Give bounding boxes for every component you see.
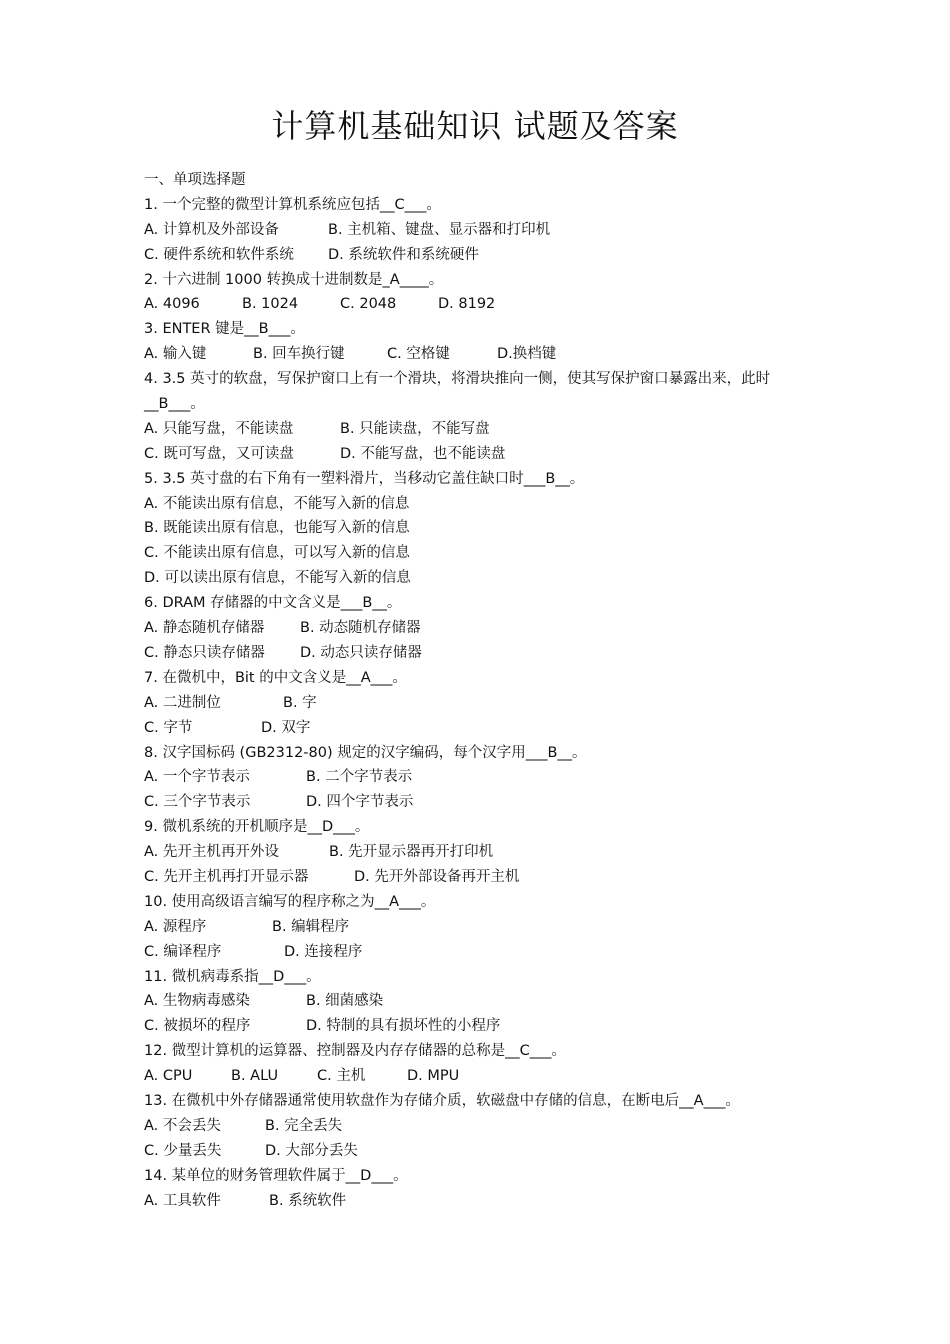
document-title: 计算机基础知识 试题及答案	[271, 107, 679, 145]
question-text: 5. 3.5 英寸盘的右下角有一塑料滑片，当移动它盖住缺口时___B__。	[144, 470, 585, 487]
answer-option: A. 不会丢失	[144, 1117, 221, 1134]
answer-option: B. ALU	[231, 1068, 279, 1085]
option-row	[144, 790, 816, 815]
answer-option: A. 生物病毒感染	[144, 993, 250, 1010]
option-row	[144, 865, 816, 890]
question-text: 8. 汉字国标码 (GB2312-80) 规定的汉字编码，每个汉字用___B__。	[144, 744, 587, 761]
option-row	[144, 492, 816, 517]
answer-option: A. 源程序	[144, 918, 207, 935]
answer-option: C. 编译程序	[144, 943, 222, 960]
answer-option: B. 既能读出原有信息，也能写入新的信息	[144, 520, 410, 537]
option-row	[144, 765, 816, 790]
option-row	[144, 417, 816, 442]
answer-option: C. 被损坏的程序	[144, 1018, 251, 1035]
answer-option: C. 静态只读存储器	[144, 644, 265, 661]
answer-option: D. 8192	[438, 296, 496, 313]
answer-option: D. 系统软件和系统硬件	[328, 246, 479, 263]
option-row	[144, 342, 816, 367]
answer-option: B. 只能读盘，不能写盘	[340, 420, 490, 437]
answer-option: B. 编辑程序	[272, 918, 350, 935]
question-text: 1. 一个完整的微型计算机系统应包括__C___。	[144, 196, 441, 213]
answer-option: A. 只能写盘，不能读盘	[144, 420, 294, 437]
question-text: 4. 3.5 英寸的软盘，写保护窗口上有一个滑块，将滑块推向一侧，使其写保护窗口暴露出来，此时__B___。	[144, 371, 771, 413]
answer-option: A. 不能读出原有信息，不能写入新的信息	[144, 495, 410, 512]
answer-option: D. 不能写盘，也不能读盘	[340, 445, 506, 462]
question-text: 12. 微型计算机的运算器、控制器及内存存储器的总称是__C___。	[144, 1043, 567, 1060]
option-row	[144, 516, 816, 541]
question-text: 13. 在微机中外存储器通常使用软盘作为存储介质，软磁盘中存储的信息，在断电后__A___。	[144, 1092, 740, 1109]
answer-option: C. 少量丢失	[144, 1142, 222, 1159]
section-heading: 一、单项选择题	[144, 172, 246, 188]
option-row	[144, 840, 816, 865]
option-row	[144, 915, 816, 940]
answer-option: B. 系统软件	[269, 1192, 347, 1209]
answer-option: D. 四个字节表示	[306, 794, 414, 811]
answer-option: A. 4096	[144, 296, 200, 313]
question-text: 6. DRAM 存储器的中文含义是___B__。	[144, 595, 402, 612]
answer-option: C. 既可写盘，又可读盘	[144, 445, 294, 462]
answer-option: D. 双字	[261, 719, 311, 736]
answer-option: C. 主机	[317, 1068, 366, 1085]
answer-option: A. 一个字节表示	[144, 769, 250, 786]
answer-option: D. 特制的具有损坏性的小程序	[306, 1018, 501, 1035]
option-row	[144, 442, 816, 467]
question-text: 3. ENTER 键是__B___。	[144, 321, 305, 338]
answer-option: D.换档键	[497, 346, 557, 363]
question-text: 14. 某单位的财务管理软件属于__D___。	[144, 1167, 408, 1184]
answer-option: A. 计算机及外部设备	[144, 221, 279, 238]
answer-option: B. 细菌感染	[306, 993, 384, 1010]
option-row	[144, 243, 816, 268]
answer-option: D. 动态只读存储器	[300, 644, 422, 661]
answer-option: A. 二进制位	[144, 694, 221, 711]
answer-option: C. 字节	[144, 719, 193, 736]
answer-option: A. 输入键	[144, 346, 207, 363]
option-row	[144, 940, 816, 965]
option-row	[144, 716, 816, 741]
question-text: 10. 使用高级语言编写的程序称之为__A___。	[144, 893, 436, 910]
question-text: 9. 微机系统的开机顺序是__D___。	[144, 819, 370, 836]
answer-option: B. 动态随机存储器	[300, 620, 421, 637]
option-row	[144, 566, 816, 591]
option-row	[144, 218, 816, 243]
option-row	[144, 1014, 816, 1039]
answer-option: B. 先开显示器再开打印机	[329, 844, 494, 861]
answer-option: C. 硬件系统和软件系统	[144, 246, 294, 263]
question-text: 2. 十六进制 1000 转换成十进制数是_A____。	[144, 271, 444, 288]
answer-option: D. 大部分丢失	[265, 1142, 358, 1159]
option-row	[144, 989, 816, 1014]
option-row	[144, 1189, 816, 1214]
option-row	[144, 292, 816, 317]
answer-option: C. 三个字节表示	[144, 794, 251, 811]
question-list	[144, 168, 816, 1213]
answer-option: B. 字	[283, 694, 317, 711]
answer-option: C. 2048	[340, 296, 397, 313]
answer-option: B. 完全丢失	[265, 1117, 343, 1134]
answer-option: A. 工具软件	[144, 1192, 221, 1209]
answer-option: D. 可以读出原有信息，不能写入新的信息	[144, 570, 411, 587]
answer-option: B. 主机箱、键盘、显示器和打印机	[328, 221, 551, 238]
answer-option: A. 先开主机再开外设	[144, 844, 279, 861]
option-row	[144, 691, 816, 716]
answer-option: A. CPU	[144, 1068, 193, 1085]
answer-option: C. 空格键	[387, 346, 450, 363]
option-row	[144, 1064, 816, 1089]
question-text: 7. 在微机中，Bit 的中文含义是__A___。	[144, 669, 407, 686]
option-row	[144, 1114, 816, 1139]
question-text: 11. 微机病毒系指__D___。	[144, 968, 321, 985]
answer-option: B. 回车换行键	[253, 346, 345, 363]
answer-option: A. 静态随机存储器	[144, 620, 265, 637]
answer-option: D. 连接程序	[284, 943, 363, 960]
answer-option: C. 先开主机再打开显示器	[144, 868, 309, 885]
answer-option: B. 二个字节表示	[306, 769, 413, 786]
option-row	[144, 1139, 816, 1164]
option-row	[144, 616, 816, 641]
answer-option: B. 1024	[242, 296, 299, 313]
answer-option: D. MPU	[407, 1068, 460, 1085]
answer-option: C. 不能读出原有信息，可以写入新的信息	[144, 545, 410, 562]
option-row	[144, 641, 816, 666]
option-row	[144, 541, 816, 566]
answer-option: D. 先开外部设备再开主机	[354, 868, 520, 885]
